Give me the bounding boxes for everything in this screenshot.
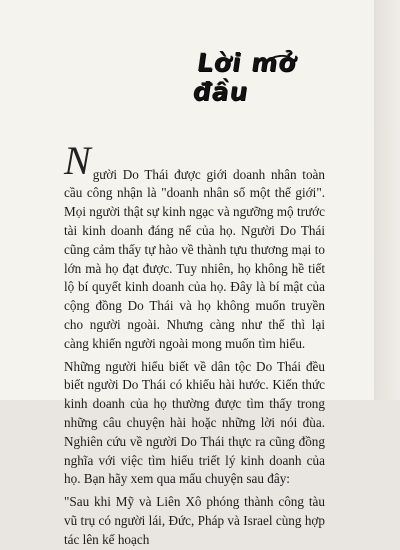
paragraph-3: "Sau khi Mỹ và Liên Xô phóng thành công tàu vũ trụ có người lái, Đức, Pháp và Israel cùng hợp tác lên kế hoạch xyxy=(64,494,325,547)
paragraph-2: Những người hiểu biết về dân tộc Do Thái đều biết người Do Thái có khiếu hài hước. Kiến thức kinh doanh của họ thường được tìm thấy trong những câu chuyện hài hoặc những lời nói đùa. Nghiên cứu về người Do Thái thực ra cũng đồng nghĩa với việc tìm hiểu triết lý kinh doanh của họ. Bạn hãy xem qua mẩu chuyện sau đây: xyxy=(64,358,325,487)
drop-cap: N xyxy=(64,137,91,183)
ghost-text-bleed xyxy=(265,92,351,110)
page-edge-shadow xyxy=(374,0,400,400)
paragraph-1-text: gười Do Thái được giới doanh nhân toàn cầu công nhận là "doanh nhân số một thế giới". Mọi người thật sự kinh ngạc và ngưỡng mộ trước tài kinh doanh đáng nể của họ. Người Do Thái cũng cảm thấy tự hào về thành tựu thương mại to lớn mà họ đạt được. Tuy nhiên, họ không hề tiết lộ bí quyết kinh doanh của họ. Đây là bí mật của cộng đồng Do Thái và họ không muốn truyền cho người ngoài. Nhưng càng như thế thì lại càng khiến người ngoài mong muốn tìm hiểu. xyxy=(64,166,325,351)
paragraph-1 xyxy=(64,128,325,354)
chapter-title: Lời mở đầu xyxy=(190,48,299,106)
body-text xyxy=(64,128,325,550)
